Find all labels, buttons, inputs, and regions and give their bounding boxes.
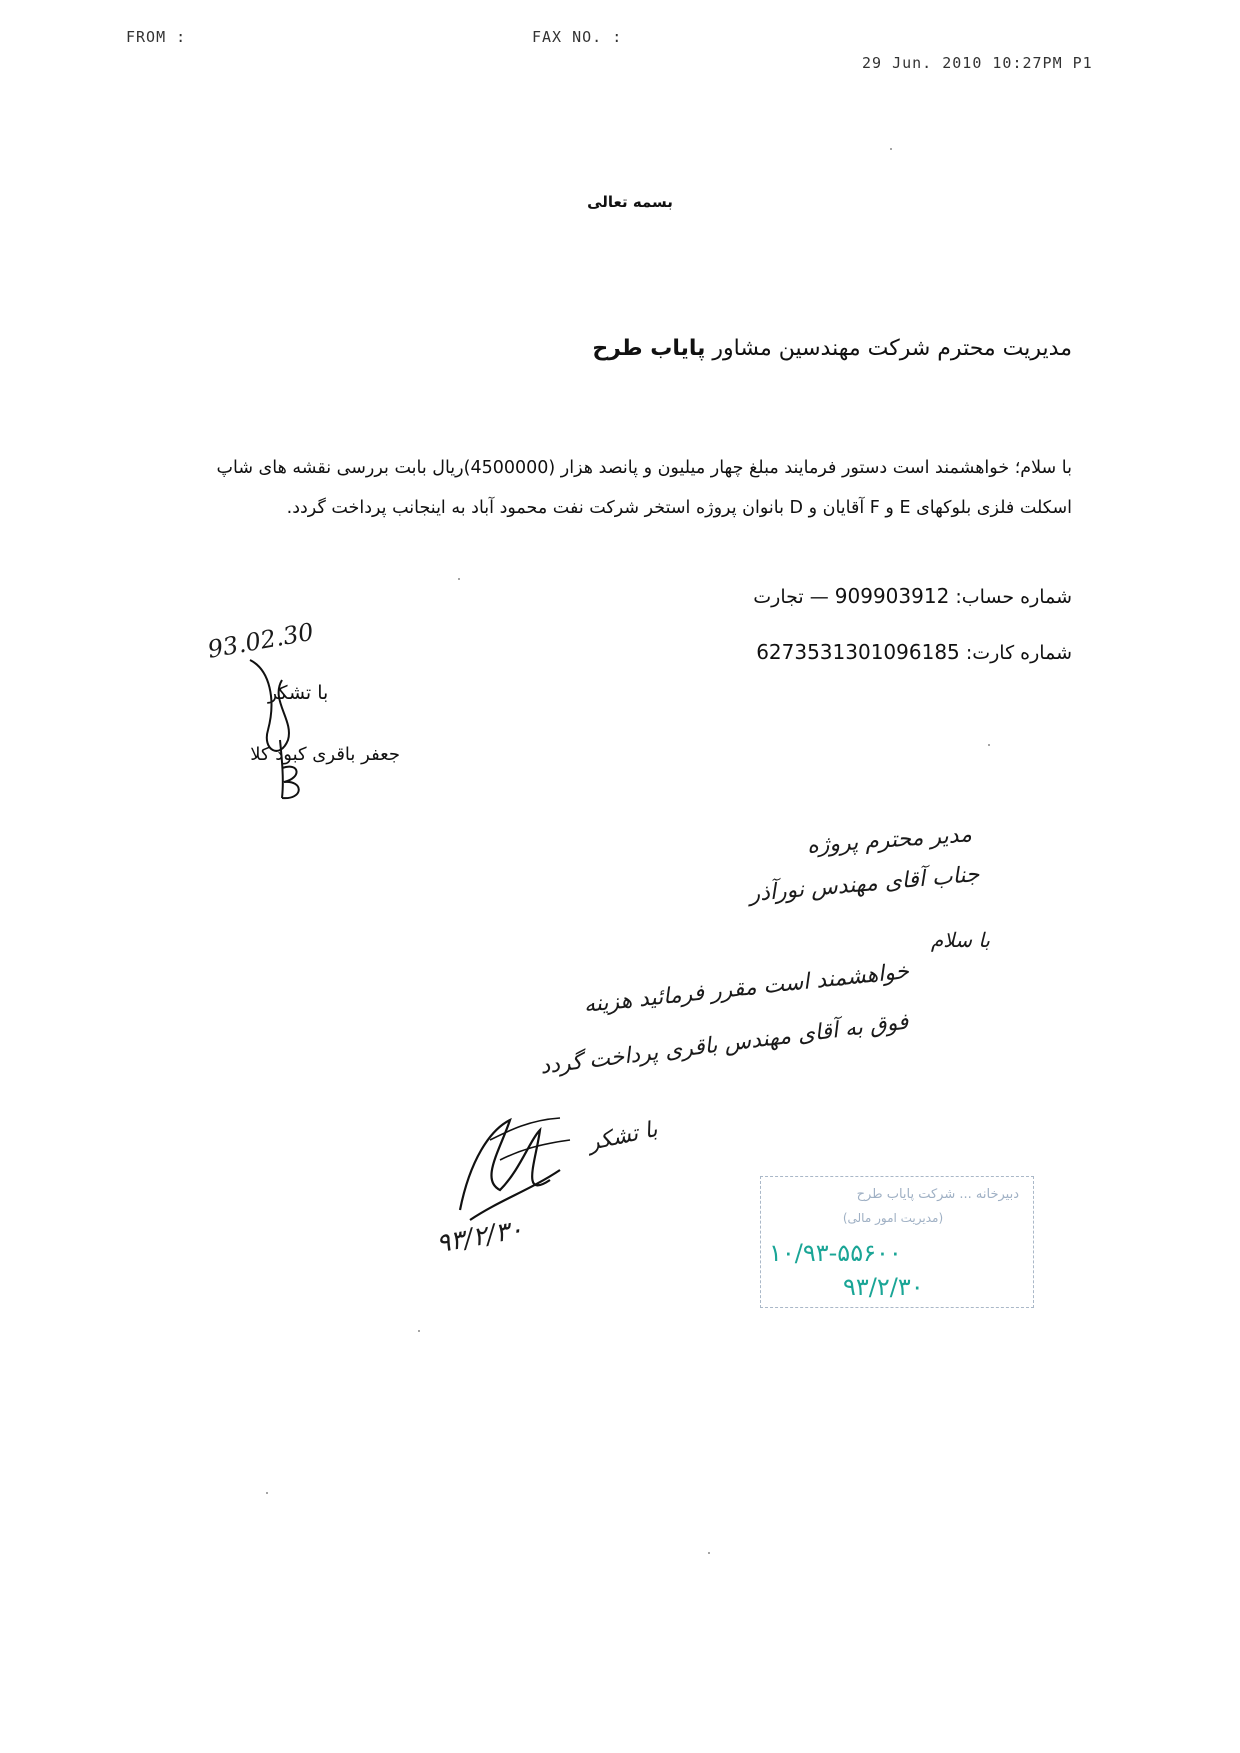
scan-speck	[418, 1330, 420, 1332]
secretariat-stamp	[760, 1176, 1034, 1308]
stamp-line-1: دبیرخانه ... شرکت پایاب طرح	[856, 1187, 1019, 1202]
scan-speck	[458, 578, 460, 580]
scan-speck	[988, 744, 990, 746]
stamp-letter-number: ۱۰/۹۳-۵۵۶۰۰	[769, 1239, 902, 1267]
account-label: شماره حساب:	[955, 586, 1072, 608]
signer-date-handwritten: 93.02.30	[205, 617, 316, 664]
letter-invocation: بسمه تعالی	[587, 193, 673, 211]
closing-thanks: با تشکر	[268, 682, 329, 704]
annotation-line-3: با سلام	[930, 928, 990, 952]
account-number: 909903912	[834, 584, 950, 608]
scan-speck	[708, 1552, 710, 1554]
annotation-line-5: فوق به آقای مهندس باقری پرداخت گردد	[539, 1009, 911, 1080]
letter-recipient	[372, 336, 1072, 361]
recipient-company: پایاب طرح	[592, 336, 706, 361]
recipient-prefix: مدیریت محترم شرکت مهندسین مشاور	[705, 336, 1072, 361]
annotation-date: ۹۳/۲/۳۰	[434, 1214, 526, 1260]
stamp-date: ۹۳/۲/۳۰	[843, 1273, 924, 1301]
letter-body: با سلام؛ خواهشمند است دستور فرمایند مبلغ چهار میلیون و پانصد هزار (4500000)ریال بابت بررسی نقشه های شاپ اسکلت فلزی بلوکهای E و F آقایان و D بانوان پروژه استخر شرکت نفت محمود آباد به اینجانب پرداخت گردد.	[216, 458, 1072, 518]
annotation-line-4: خواهشمند است مقرر فرمائید هزینه	[582, 958, 911, 1019]
annotation-line-2: جناب آقای مهندس نورآذر	[748, 861, 981, 908]
account-bank: — تجارت	[753, 586, 829, 608]
card-field	[756, 640, 1072, 664]
card-label: شماره کارت:	[965, 642, 1072, 664]
fax-number-label: FAX NO. :	[532, 28, 623, 46]
annotation-line-6: با تشکر	[586, 1117, 660, 1156]
fax-from-label: FROM :	[126, 28, 187, 46]
scan-speck	[266, 1492, 268, 1494]
card-number: 6273531301096185	[756, 640, 960, 664]
signer-signature	[240, 640, 360, 810]
scan-speck	[890, 148, 892, 150]
annotation-line-1: مدیر محترم پروژه	[806, 822, 973, 859]
account-field	[753, 584, 1072, 608]
fax-date-page: 29 Jun. 2010 10:27PM P1	[862, 54, 1093, 72]
signer-name: جعفر باقری کبود کلا	[250, 744, 400, 765]
stamp-line-2: (مدیریت امور مالی)	[842, 1211, 944, 1225]
